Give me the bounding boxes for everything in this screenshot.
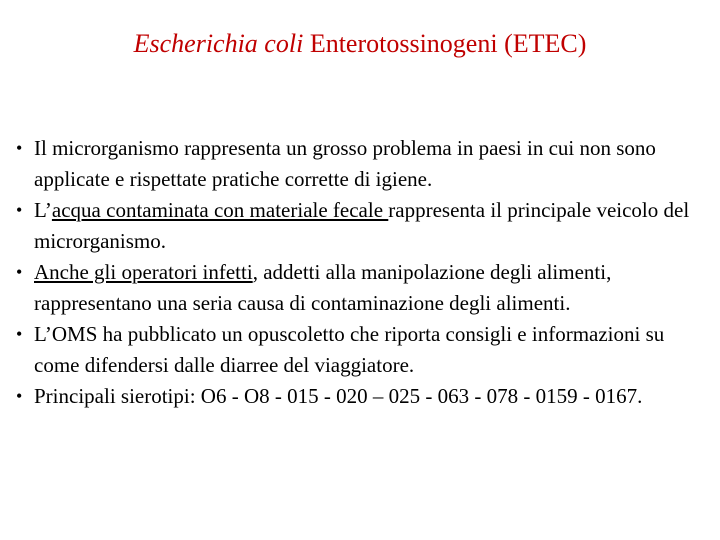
bullet-text: , addetti alla manipolazione degli alimenti, rappresentano una seria causa di contaminazione degli alimenti. (34, 260, 612, 315)
slide-title (0, 28, 720, 59)
bullet-oms (0, 319, 720, 381)
bullet-water (0, 195, 720, 257)
bullet-underlined-text: acqua contaminata con materiale fecale (51, 198, 389, 222)
title-rest: Enterotossinogeni (ETEC) (303, 29, 587, 58)
title-species: Escherichia coli (133, 29, 304, 58)
bullet-underlined-text: Anche gli operatori infetti (34, 260, 253, 284)
bullet-hygiene (0, 133, 720, 195)
bullet-text: Principali sierotipi: O6 - O8 - 015 - 020 – 025 - 063 - 078 - 0159 - 0167. (34, 384, 643, 408)
bullet-text: rappresenta il principale veicolo del microrganismo. (34, 198, 690, 253)
bullet-text: L’ (34, 198, 52, 222)
bullet-serotypes (0, 381, 720, 412)
bullet-text: L’OMS ha pubblicato un opuscoletto che riporta consigli e informazioni su come difendersi dalle diarree del viaggiatore. (34, 322, 665, 377)
bullet-list (0, 133, 720, 412)
bullet-text: Il microrganismo rappresenta un grosso problema in paesi in cui non sono applicate e rispettate pratiche corrette di igiene. (34, 136, 656, 191)
bullet-operators (0, 257, 720, 319)
